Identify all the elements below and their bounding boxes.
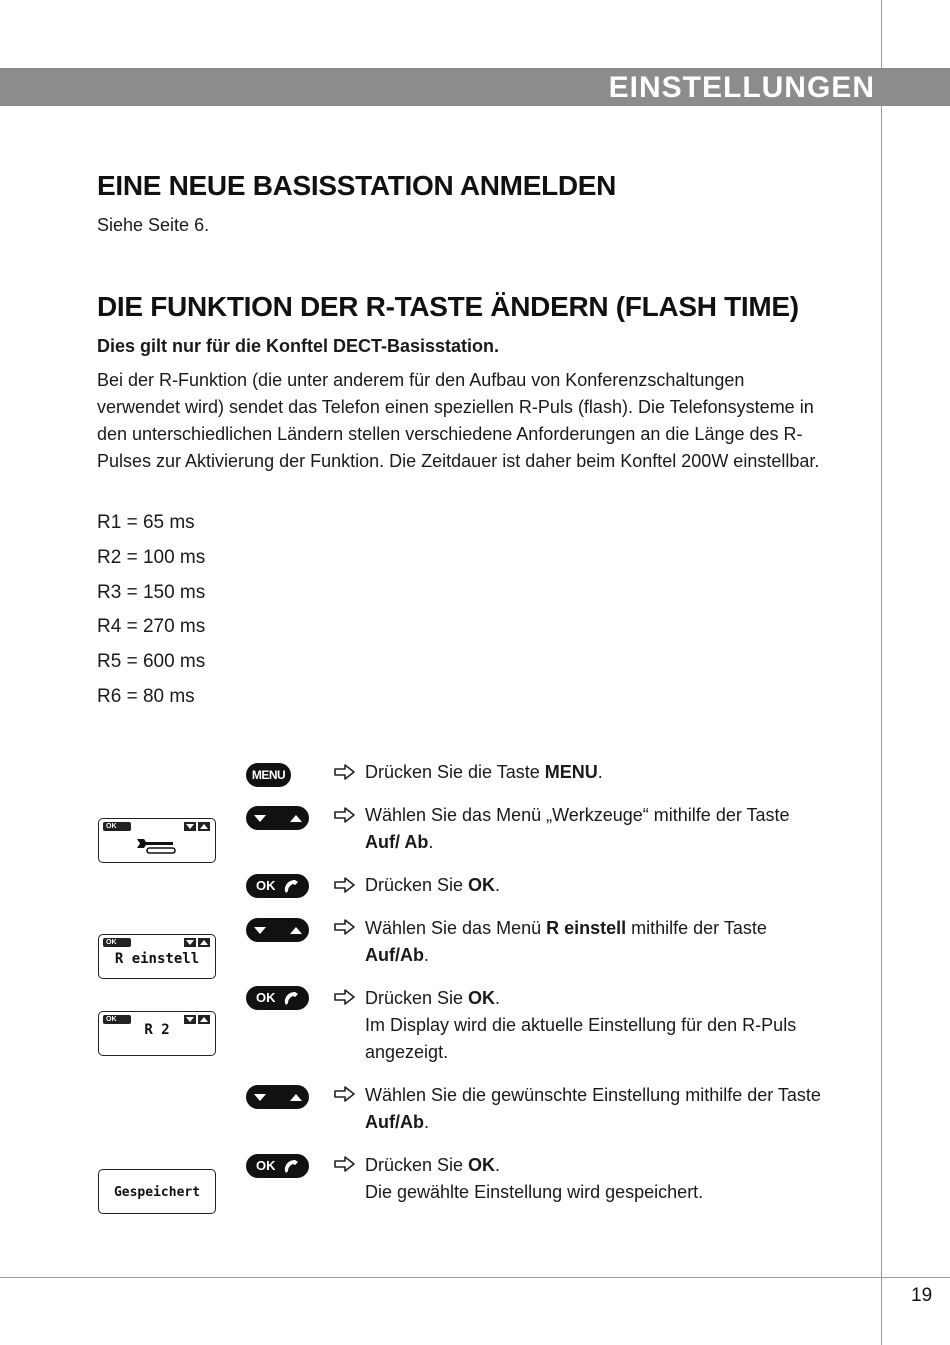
arrow-right-icon xyxy=(334,988,356,1006)
footer-rule xyxy=(0,1277,950,1278)
display-ok-indicator: OK xyxy=(103,822,131,831)
display-r2 xyxy=(98,1011,216,1056)
r-value-item: R4 = 270 ms xyxy=(97,616,206,637)
updown-key-icon xyxy=(246,918,309,942)
step-6-text: Wählen Sie die gewünschte Einstellung mithilfe der Taste Auf/Ab. xyxy=(365,1085,821,1132)
r-value-item: R5 = 600 ms xyxy=(97,651,206,672)
step-1-text: Drücken Sie die Taste MENU. xyxy=(365,762,603,782)
page-title: EINSTELLUNGEN xyxy=(608,71,875,104)
r-value-item: R3 = 150 ms xyxy=(97,582,206,603)
step-5-text: Drücken Sie OK. Im Display wird die aktuelle Einstellung für den R-Puls angezeigt. xyxy=(365,988,797,1062)
section-text-see-page: Siehe Seite 6. xyxy=(97,215,210,235)
section-paragraph: Bei der R-Funktion (die unter anderem für den Aufbau von Konferenzschaltungen verwendet wird) sendet das Telefon einen speziellen R-Puls (flash). Die Telefonsysteme in den unterschiedlichen Ländern stellen verschiedene Anforderungen an die Länge des R-Pulses zur Aktivierung der Funktion. Die Zeitdauer ist daher beim Konftel 200W einstellbar. xyxy=(97,370,820,471)
handset-icon xyxy=(282,1158,300,1174)
arrow-right-icon xyxy=(334,1155,356,1173)
display-werkzeuge xyxy=(98,818,216,863)
step-7-text: Drücken Sie OK. Die gewählte Einstellung wird gespeichert. xyxy=(365,1155,704,1202)
ok-key-label: OK xyxy=(256,1158,276,1173)
menu-key-icon: MENU xyxy=(246,763,291,787)
display-text: R 2 xyxy=(144,1022,170,1038)
display-ok-indicator: OK xyxy=(103,938,131,947)
display-updown-icon xyxy=(184,822,210,831)
arrow-right-icon xyxy=(334,763,356,781)
handset-icon xyxy=(282,990,300,1006)
updown-key-icon xyxy=(246,806,309,830)
step-3-text: Drücken Sie OK. xyxy=(365,875,501,895)
display-text: Gespeichert xyxy=(113,1185,201,1200)
tools-icon xyxy=(135,836,179,856)
display-r-einstell xyxy=(98,934,216,979)
ok-key-label: OK xyxy=(256,990,276,1005)
step-2-text: Wählen Sie das Menü „Werkzeuge“ mithilfe der Taste Auf/ Ab. xyxy=(365,805,790,852)
ok-key-label: OK xyxy=(256,878,276,893)
r-value-item: R1 = 65 ms xyxy=(97,512,195,533)
display-updown-icon xyxy=(184,938,210,947)
handset-icon xyxy=(282,878,300,894)
display-ok-indicator: OK xyxy=(103,1015,131,1024)
display-gespeichert xyxy=(98,1169,216,1214)
step-4-text: Wählen Sie das Menü R einstell mithilfe der Taste Auf/Ab. xyxy=(365,918,767,965)
arrow-right-icon xyxy=(334,876,356,894)
r-value-item: R2 = 100 ms xyxy=(97,547,206,568)
section-heading-r-taste: DIE FUNKTION DER R-TASTE ÄNDERN (FLASH TIME) xyxy=(97,291,799,322)
arrow-right-icon xyxy=(334,918,356,936)
display-text: R einstell xyxy=(114,951,200,967)
page-number: 19 xyxy=(911,1285,933,1306)
r-value-item: R6 = 80 ms xyxy=(97,686,195,707)
section-note: Dies gilt nur für die Konftel DECT-Basisstation. xyxy=(97,336,500,356)
ok-key-icon xyxy=(246,874,309,898)
margin-line-vertical xyxy=(881,0,882,1345)
arrow-right-icon xyxy=(334,1085,356,1103)
updown-key-icon xyxy=(246,1085,309,1109)
ok-key-icon xyxy=(246,1154,309,1178)
ok-key-icon xyxy=(246,986,309,1010)
section-heading-basisstation: EINE NEUE BASISSTATION ANMELDEN xyxy=(97,170,617,201)
arrow-right-icon xyxy=(334,806,356,824)
